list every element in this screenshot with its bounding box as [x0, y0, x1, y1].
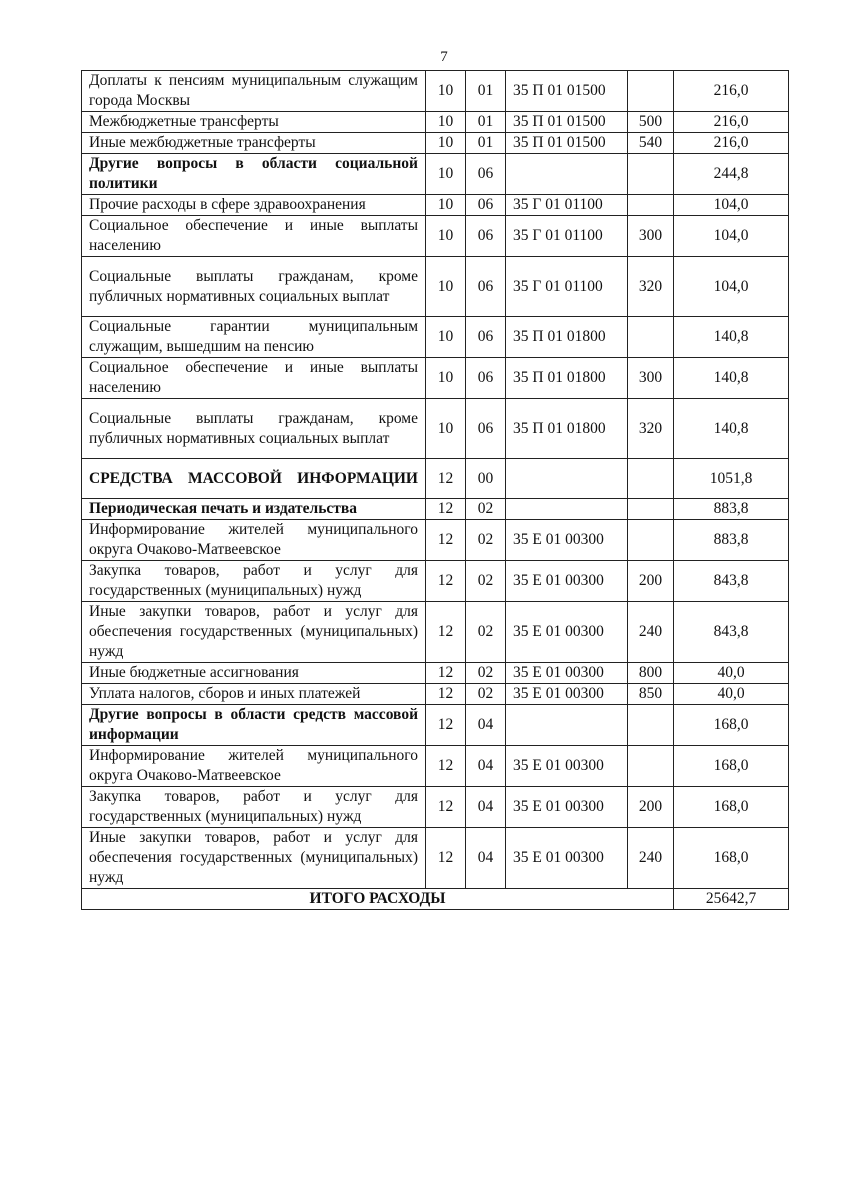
section-code: 10 [426, 399, 466, 459]
section-code: 12 [426, 602, 466, 663]
section-code: 12 [426, 787, 466, 828]
expense-type-code [628, 705, 674, 746]
amount: 140,8 [674, 317, 789, 358]
target-article-code: 35 П 01 01800 [506, 358, 628, 399]
row-name: Социальные гарантии муниципальным служащим, вышедшим на пенсию [82, 317, 426, 358]
expense-type-code: 800 [628, 663, 674, 684]
subsection-code: 02 [466, 684, 506, 705]
section-code: 12 [426, 663, 466, 684]
amount: 883,8 [674, 499, 789, 520]
target-article-code: 35 Е 01 00300 [506, 828, 628, 889]
table-row [82, 828, 789, 889]
row-name: Иные бюджетные ассигнования [82, 663, 426, 684]
expenditure-table [81, 70, 789, 910]
amount: 883,8 [674, 520, 789, 561]
subsection-code: 06 [466, 317, 506, 358]
section-code: 12 [426, 828, 466, 889]
row-name: Социальное обеспечение и иные выплаты населению [82, 358, 426, 399]
section-code: 10 [426, 112, 466, 133]
table-row [82, 216, 789, 257]
row-name: Иные закупки товаров, работ и услуг для обеспечения государственных (муниципальных) нужд [82, 828, 426, 889]
section-code: 10 [426, 257, 466, 317]
target-article-code: 35 Е 01 00300 [506, 663, 628, 684]
subsection-code: 01 [466, 133, 506, 154]
subsection-code: 02 [466, 602, 506, 663]
table-row [82, 399, 789, 459]
subsection-code: 02 [466, 499, 506, 520]
table-row [82, 663, 789, 684]
table-row [82, 602, 789, 663]
expense-type-code [628, 746, 674, 787]
table-row [82, 499, 789, 520]
table-row [82, 705, 789, 746]
expense-type-code: 540 [628, 133, 674, 154]
row-name: Другие вопросы в области социальной политики [82, 154, 426, 195]
expense-type-code [628, 317, 674, 358]
row-name: СРЕДСТВА МАССОВОЙ ИНФОРМАЦИИ [82, 459, 426, 499]
table-row [82, 684, 789, 705]
row-name: Межбюджетные трансферты [82, 112, 426, 133]
subsection-code: 06 [466, 216, 506, 257]
section-code: 12 [426, 499, 466, 520]
expense-type-code: 200 [628, 561, 674, 602]
expense-type-code [628, 459, 674, 499]
subsection-code: 02 [466, 561, 506, 602]
subsection-code: 04 [466, 746, 506, 787]
row-name: Информирование жителей муниципального округа Очаково-Матвеевское [82, 746, 426, 787]
subsection-code: 00 [466, 459, 506, 499]
target-article-code: 35 Г 01 01100 [506, 257, 628, 317]
table-row [82, 112, 789, 133]
row-name: Социальное обеспечение и иные выплаты населению [82, 216, 426, 257]
target-article-code: 35 Е 01 00300 [506, 602, 628, 663]
target-article-code: 35 П 01 01800 [506, 317, 628, 358]
subsection-code: 06 [466, 399, 506, 459]
amount: 40,0 [674, 684, 789, 705]
expense-type-code: 240 [628, 828, 674, 889]
amount: 140,8 [674, 358, 789, 399]
expense-type-code [628, 71, 674, 112]
expense-type-code: 300 [628, 216, 674, 257]
target-article-code: 35 Г 01 01100 [506, 195, 628, 216]
table-row [82, 358, 789, 399]
table-row [82, 561, 789, 602]
expense-type-code: 320 [628, 257, 674, 317]
section-code: 12 [426, 705, 466, 746]
amount: 104,0 [674, 257, 789, 317]
amount: 216,0 [674, 133, 789, 154]
target-article-code: 35 Е 01 00300 [506, 746, 628, 787]
table-row [82, 71, 789, 112]
expense-type-code: 320 [628, 399, 674, 459]
subsection-code: 06 [466, 154, 506, 195]
amount: 40,0 [674, 663, 789, 684]
target-article-code [506, 705, 628, 746]
row-name: Иные межбюджетные трансферты [82, 133, 426, 154]
section-code: 10 [426, 195, 466, 216]
amount: 168,0 [674, 828, 789, 889]
subsection-code: 04 [466, 787, 506, 828]
expense-type-code: 240 [628, 602, 674, 663]
subsection-code: 01 [466, 112, 506, 133]
table-row [82, 257, 789, 317]
table-body [82, 71, 789, 889]
target-article-code [506, 154, 628, 195]
expense-type-code [628, 499, 674, 520]
expense-type-code [628, 195, 674, 216]
row-name: Уплата налогов, сборов и иных платежей [82, 684, 426, 705]
subsection-code: 01 [466, 71, 506, 112]
row-name: Периодическая печать и издательства [82, 499, 426, 520]
amount: 168,0 [674, 705, 789, 746]
subsection-code: 02 [466, 663, 506, 684]
target-article-code: 35 П 01 01500 [506, 71, 628, 112]
amount: 1051,8 [674, 459, 789, 499]
subsection-code: 06 [466, 257, 506, 317]
row-name: Информирование жителей муниципального округа Очаково-Матвеевское [82, 520, 426, 561]
table-row [82, 317, 789, 358]
amount: 104,0 [674, 195, 789, 216]
amount: 244,8 [674, 154, 789, 195]
amount: 168,0 [674, 787, 789, 828]
target-article-code: 35 П 01 01800 [506, 399, 628, 459]
target-article-code [506, 459, 628, 499]
amount: 216,0 [674, 71, 789, 112]
table-row [82, 520, 789, 561]
total-amount: 25642,7 [674, 889, 789, 910]
target-article-code: 35 П 01 01500 [506, 112, 628, 133]
subsection-code: 04 [466, 705, 506, 746]
expense-type-code [628, 154, 674, 195]
subsection-code: 02 [466, 520, 506, 561]
subsection-code: 04 [466, 828, 506, 889]
table-row [82, 195, 789, 216]
row-name: Доплаты к пенсиям муниципальным служащим города Москвы [82, 71, 426, 112]
section-code: 10 [426, 71, 466, 112]
section-code: 12 [426, 561, 466, 602]
target-article-code: 35 Г 01 01100 [506, 216, 628, 257]
table-row [82, 459, 789, 499]
row-name: Закупка товаров, работ и услуг для государственных (муниципальных) нужд [82, 561, 426, 602]
section-code: 10 [426, 317, 466, 358]
table-row [82, 133, 789, 154]
page-number: 7 [440, 49, 448, 65]
amount: 140,8 [674, 399, 789, 459]
target-article-code: 35 Е 01 00300 [506, 520, 628, 561]
amount: 104,0 [674, 216, 789, 257]
section-code: 10 [426, 216, 466, 257]
amount: 843,8 [674, 561, 789, 602]
row-name: Другие вопросы в области средств массовой информации [82, 705, 426, 746]
total-row [82, 889, 789, 910]
expense-type-code: 300 [628, 358, 674, 399]
table-row [82, 746, 789, 787]
section-code: 10 [426, 358, 466, 399]
subsection-code: 06 [466, 195, 506, 216]
target-article-code: 35 Е 01 00300 [506, 787, 628, 828]
section-code: 12 [426, 520, 466, 561]
amount: 216,0 [674, 112, 789, 133]
amount: 168,0 [674, 746, 789, 787]
expense-type-code: 200 [628, 787, 674, 828]
table-row [82, 154, 789, 195]
row-name: Социальные выплаты гражданам, кроме публичных нормативных социальных выплат [82, 399, 426, 459]
section-code: 10 [426, 133, 466, 154]
row-name: Иные закупки товаров, работ и услуг для обеспечения государственных (муниципальных) нужд [82, 602, 426, 663]
total-label: ИТОГО РАСХОДЫ [82, 889, 674, 910]
expense-type-code: 500 [628, 112, 674, 133]
target-article-code [506, 499, 628, 520]
section-code: 12 [426, 746, 466, 787]
expense-type-code [628, 520, 674, 561]
target-article-code: 35 Е 01 00300 [506, 561, 628, 602]
amount: 843,8 [674, 602, 789, 663]
row-name: Прочие расходы в сфере здравоохранения [82, 195, 426, 216]
row-name: Закупка товаров, работ и услуг для государственных (муниципальных) нужд [82, 787, 426, 828]
section-code: 10 [426, 154, 466, 195]
target-article-code: 35 Е 01 00300 [506, 684, 628, 705]
target-article-code: 35 П 01 01500 [506, 133, 628, 154]
section-code: 12 [426, 459, 466, 499]
row-name: Социальные выплаты гражданам, кроме публичных нормативных социальных выплат [82, 257, 426, 317]
subsection-code: 06 [466, 358, 506, 399]
section-code: 12 [426, 684, 466, 705]
table-row [82, 787, 789, 828]
expense-type-code: 850 [628, 684, 674, 705]
